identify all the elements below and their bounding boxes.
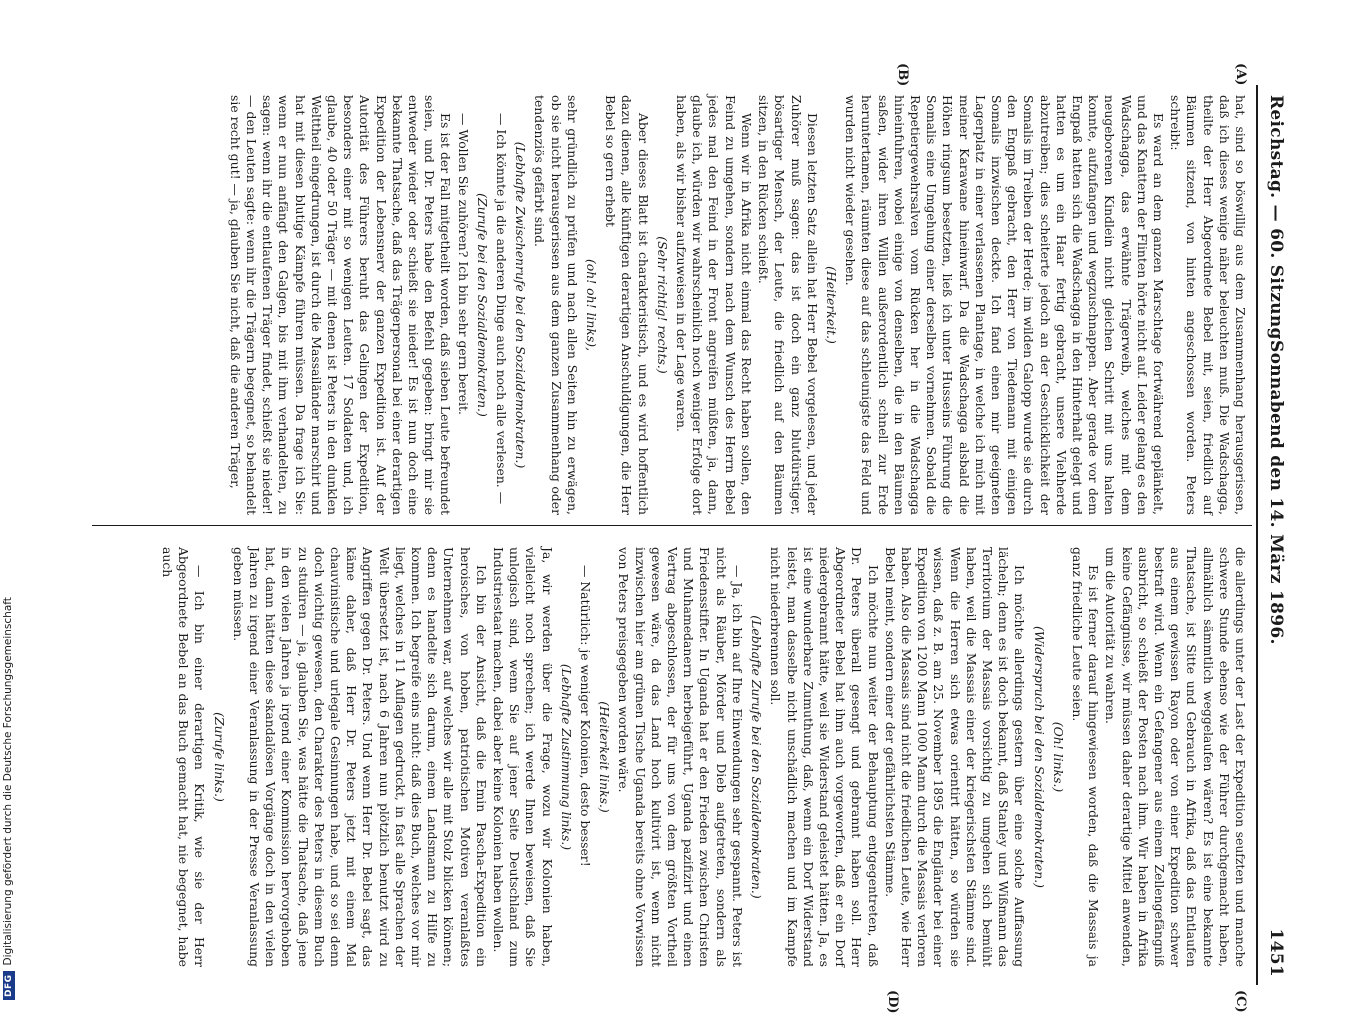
interjection: (Oh! links.) [1050, 721, 1066, 793]
paragraph: Diesen letzten Satz allein hat Herr Bebel vorgelesen, und jeder Zuhörer muß sagen: das ist doch ein ganz blutdürstiger, bösartiger Mensch, der Leute, die friedlich auf den Bäumen sitzen, in den Rücken schießt. [756, 95, 820, 515]
page-number: 1451 [1266, 928, 1286, 977]
paragraph: — Natürlich: je weniger Kolonien, desto besser! [578, 565, 594, 867]
paragraph: — Ich bin einer derartigen Kritik, wie sie der Herr Abgeordnete Bebel an das Buch gemacht hat, nie begegnet, habe auch [160, 547, 208, 967]
text-column-left [226, 95, 1248, 515]
interjection: (Lebhafte Zustimmung links.) [558, 663, 574, 851]
interjection: (Zurufe links.) [211, 712, 227, 802]
margin-mark-c: (C) [1233, 990, 1248, 1013]
margin-mark-d: (D) [885, 990, 900, 1014]
interjection: (Lebhafte Zurufe bei den Sozialdemokraten.) [749, 615, 765, 899]
paragraph: Ja, wir werden über die Frage, wozu wir Kolonien haben, vielleicht noch sprechen; ich werde Ihnen beweisen, daß Sie unlogisch sind, wenn Sie auf jener Seite Deutschland zum Industriestaat machen, dabei aber keine Kolonien haben wollen. [491, 547, 555, 967]
interjection: (Widerspruch bei den Sozialdemokraten.) [1031, 625, 1047, 889]
funding-text: Digitalisierung gefördert durch die Deutsche Forschungsgemeinschaft [2, 597, 14, 966]
interjection: (Zurufe bei den Sozialdemokraten.) [474, 193, 490, 417]
interjection: (oh! oh! links), [584, 258, 600, 352]
header-date: Sonnabend den 14. März 1896. [1266, 340, 1286, 645]
paragraph: hat, sind so böswillig aus dem Zusammenhang herausgerissen, daß ich dieses wenige näher beleuchten muß. Die Wadschagga, theilte der Herr Abgeordnete Bebel mit, seien, friedlich auf Bäumen sitzend, von hinten angeschossen worden. Peters schreibt: [1168, 95, 1248, 515]
text-column-right [158, 547, 1248, 967]
paragraph: Es ist ferner darauf hingewiesen worden, daß die Massais ja ganz friedliche Leute seien. [1069, 547, 1102, 967]
margin-mark-a: (A) [1233, 63, 1248, 86]
paragraph: Es ist der Fall mitgetheilt worden, daß sieben Leute befreundet seien, und Dr. Peters habe den Befehl gegeben: bringt mir sie entweder wieder oder schießt sie nieder! Es ist nun doch eine bekannte Thatsache, daß das Trägerpersonal bei einer derartigen Expedition der Lebensnerv der ganzen Expedition ist. Auf der Autorität des Führers beruht das Gelingen der Expedition, besonders einer mit so wenigen Leuten. 17 Soldaten und, ich glaube, 40 oder 50 Träger — mit denen ist Peters in den dunklen Welttheil eingedrungen, ist durch die Massailänder marschirt und hat mit diesen blutige Kämpfe führen müssen. Da frage ich Sie: wenn er nun anfängt den Galgen, bis mit ihm verhandelten, zu sagen: wenn ihr die entlaufenen Träger findet, schießt sie nieder! — den Leuten sagte: wenn ihr die Trägern begegnet, so behandelt sie recht gut! — ja, glauben Sie nicht, daß die anderen Träger, [227, 95, 454, 515]
paragraph: Aber dieses Blatt ist charakteristisch, und es wird hoffentlich dazu dienen, alle künftigen derartigen Anschuldigungen, die Herr Bebel so gern erhebt [603, 95, 651, 515]
interjection: (Heiterkeit links.) [597, 701, 613, 813]
interjection: (Heiterkeit.) [823, 266, 839, 344]
rotated-page-content [80, 63, 1290, 1014]
paragraph: — Wollen Sie zuhören? Ich bin sehr gern bereit. [455, 113, 471, 415]
paragraph: Wenn wir in Afrika nicht einmal das Recht haben sollen, den Feind zu umgehen, sondern nach dem Wunsch des Herrn Bebel jedes mal den Feind in der Front angreifen müßten, ja, dann, glaube ich, würden wir wahrscheinlich noch weniger Erfolge dort haben, als wir bisher aufzuweisen in der Lage waren. [674, 95, 754, 515]
interjection: (Sehr richtig! rechts.) [654, 236, 670, 374]
header-rule [1256, 85, 1258, 985]
paragraph: Es ward an dem ganzen Marschtage fortwährend geplänkelt, und das Knattern der Flinten hörte nicht auf. Leider gelang es den Wadschagga, das erwähnte Trägerweib, welches mit dem neugeborenen Kindlein nicht gleichen Schritt mit uns halten konnte, aufzufangen und wegzuschnappen. Aber gerade vor dem Engpaß hatten sich die Wadschagga in den Hinterhalt gelegt und hatten es um ein Haar fertig gebracht, unsere Viehherde abzutreiben; dies scheiterte jedoch an der Geschicklichkeit der Somalis im Treiben der Herde; im wilden Galopp wurde sie durch den Engpaß gebracht, den Herr von Tiedemann mit einigen Somalis inzwischen deckte. Ich fand einen mir geeigneten Lagerplatz in einer verlassenen Plantage, in welche ich mich mit meiner Karawane hineinwarf. Da die Wadschagga alsbald die Höhen ringsum besetzten, ließ ich unter Husseins Führung die Somalis eine Umgehung einer derselben vornehmen. Sobald die Repetiergewehrsalven vom Rücken her in die Wadschagga hineinfuhren, wobei einige von denselben, die in den Bäumen saßen, wider ihren Willen außerordentlich schnell zur Erde heruntertamen, räumten diese auf das schleunigste das Feld und wurden nicht wieder gesehen. [843, 95, 1166, 515]
paragraph: sehr gründlich zu prüfen und nach allen Seiten hin zu erwägen, ob sie nicht herausgerissen aus dem ganzen Zusammenhang oder tendenziös gefärbt sind. [532, 95, 580, 515]
paragraph: die allerdings unter der Last der Expedition seufzten und manche schwere Stunde ebenso wie der Führer durchgemacht haben, allmählich sämmtlich weggelaufen wären? Es ist eine bekannte Thatsache, ist Sitte und Gebrauch in Afrika, daß das Entlaufen aus einem gewissen Rayon oder von einer Expedition schwer bestraft wird. Wenn ein Gefangener aus einem Zellengefängniß ausbricht, so schießt der Posten nach ihm. Wir haben in Afrika keine Gefängnisse, wir müssen daher derartige Mittel anwenden, um die Autorität zu wahren. [1103, 547, 1248, 967]
page-header [1260, 85, 1290, 985]
header-session: Reichstag. — 60. Sitzung. [1266, 95, 1286, 346]
dfg-logo: DFG [3, 971, 15, 1000]
funding-note [2, 597, 15, 1000]
margin-mark-b: (B) [895, 63, 910, 87]
interjection: (Lebhafte Zwischenrufe bei den Sozialdemokraten.) [513, 141, 529, 469]
paragraph: Ich bin der Ansicht, daß die Emin Pascha-Expedition ein heroisches, von hoben, patriotischen Motiven veranlaßtes Unternehmen war, auf welches wir alle mit Stolz blicken können; denn es handelte sich darum, einem Landsmann zu Hilfe zu kommen. Ich begreife eins nicht: daß dies Buch, welches vor mir liegt, welches in 11 Auflagen gedruckt, in fast alle Sprachen der Welt übersetzt ist, nach 6 Jahren nun plötzlich benutzt wird zu Angriffen gegen Dr. Peters. Und wenn Herr Dr. Bebel sagt, das käme daher, daß Herr Dr. Peters jetzt mit einem Mal chauvinistische und urlegale Gesinnungen habe, und so sei denn doch wichtig gewesen, den Charakter des Peters in diesem Buch zu studiren — ja, glauben Sie, was hätte die Thatsache, daß jene in den vielen Jahren ja irgend einer Kommission hervorgehoben hat, dann hätten diese skandalösen Vorgänge doch in den vielen Jahren zu irgend einer Veranlassung in der Presse Veranlassung geben müssen. [230, 547, 489, 967]
column-rule [92, 525, 1252, 526]
paragraph: — Ja, ich bin auf Ihre Einwendungen sehr gespannt. Peters ist nicht als Räuber, Mörder und Dieb aufgetreten, sondern als Friedensstifter. In Uganda hat er den Frieden zwischen Christen und Muhamedanern herbeigeführt, Uganda pazifizirt und einen Vertrag abgeschlossen, der für uns von dem größten Vortheil gewesen wäre, da das Land hoch kultivirt ist, wenn nicht inzwischen hier am grünen Tische Uganda bereits ohne Vorwissen von Peters preisgegeben worden wäre. [616, 547, 745, 967]
paragraph: — Ich könnte ja die anderen Dinge auch noch alle verlesen. — [494, 113, 510, 505]
paragraph: Ich möchte nun weiter der Behauptung entgegentreten, daß Dr. Peters überall gesengt und gebrannt haben soll. Herr Abgeordneter Bebel hat ihm auch vorgeworfen, daß er ein Dorf niedergebrannt hätte, weil sie Widerstand geleistet hätten. Ja, es ist eine wunderbare Zumuthung, daß, wenn ein Dorf Widerstand leistet, man dasselbe nicht unschädlich machen und im Kampfe nicht niederbrennen soll. [768, 547, 881, 967]
paragraph: Ich möchte allerdings gestern über eine solche Auffassung lächeln; denn es ist doch bekannt, daß Stanley und Wißmann das Territorium der Massais vorsichtig zu umgehen sich bemüht haben, weil die Massais einer der kriegerischsten Stämme sind. Wenn die Herren sich etwas orientirt hätten, so würden sie wissen, daß z. B. am 25. November 1895 die Engländer bei einer Expedition von 1200 Mann 1000 Mann durch die Massais verloren haben. Also die Massais sind nicht die friedlichen Leute, wie Herr Bebel meint, sondern einer der gefährlichsten Stämme. [882, 547, 1028, 967]
